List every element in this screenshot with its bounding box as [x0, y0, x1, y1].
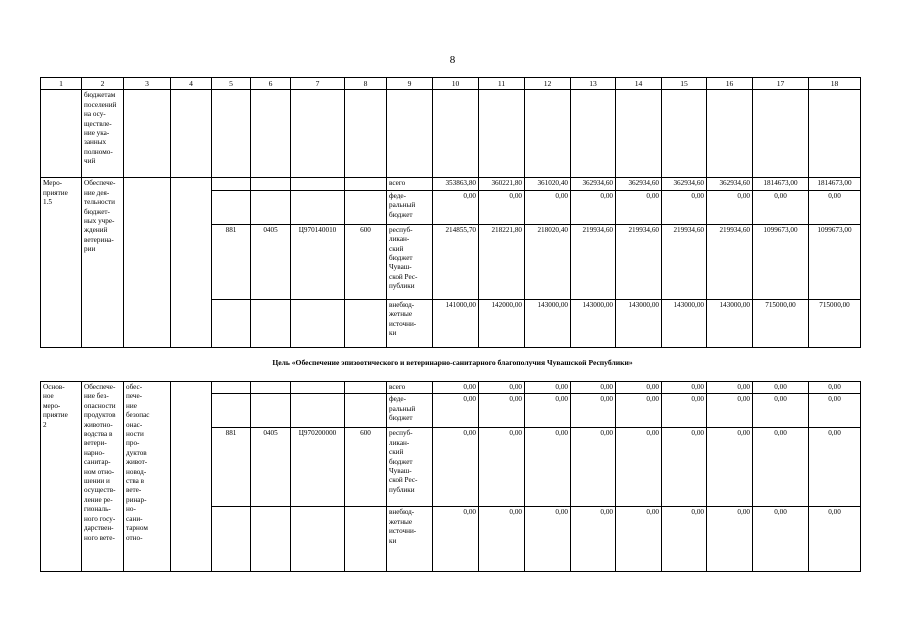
cell-text-line: ветери- — [84, 439, 107, 448]
value-cell: 0,00 — [707, 190, 753, 224]
code-cell — [291, 178, 345, 190]
value-cell: 0,00 — [809, 382, 861, 394]
cell-text-line: Чуваш- — [389, 467, 412, 476]
cell-text-line: ждений — [84, 226, 108, 235]
cell-text-line: рии — [84, 245, 96, 254]
cell-text-line: шении и — [84, 477, 110, 486]
cell-11 — [479, 90, 525, 178]
value-cell: 362934,60 — [662, 178, 707, 190]
description-cell — [82, 178, 124, 347]
value-cell: 218020,40 — [525, 224, 571, 299]
header-cell-4: 4 — [171, 78, 212, 90]
cell-text-line: ральный — [389, 201, 416, 210]
cell-7 — [291, 90, 345, 178]
value-cell: 0,00 — [662, 428, 707, 507]
cell-14 — [616, 90, 662, 178]
cell-6 — [251, 90, 291, 178]
value-cell: 0,00 — [479, 190, 525, 224]
cell-text-line: но- — [126, 505, 136, 514]
value-cell: 0,00 — [662, 382, 707, 394]
cell-text-line: Основ- — [43, 383, 65, 391]
value-cell: 0,00 — [707, 428, 753, 507]
header-cell-17: 17 — [753, 78, 809, 90]
cell-1 — [41, 90, 82, 178]
cell-12 — [525, 90, 571, 178]
cell-text-line: публики — [389, 282, 415, 291]
value-cell: 0,00 — [479, 394, 525, 428]
header-cell-5: 5 — [212, 78, 251, 90]
header-cell-9: 9 — [387, 78, 433, 90]
header-cell-10: 10 — [433, 78, 479, 90]
cell-text-line: опасности — [84, 401, 116, 410]
cell-text-line: бюджет — [389, 414, 413, 423]
source-cell — [387, 382, 433, 394]
value-cell: 143000,00 — [616, 299, 662, 347]
value-cell: 0,00 — [753, 394, 809, 428]
cell-text-line: ства в — [126, 477, 145, 486]
value-cell: 0,00 — [433, 428, 479, 507]
value-cell: 0,00 — [809, 507, 861, 572]
code-cell — [251, 190, 291, 224]
cell-text-line: ский — [389, 244, 404, 253]
value-cell: 0,00 — [433, 382, 479, 394]
cell-text-line: ном отно- — [84, 467, 115, 476]
cell-text-line: 1.5 — [43, 198, 52, 207]
source-cell — [387, 178, 433, 190]
value-cell: 0,00 — [616, 190, 662, 224]
cell-text-line: безопас — [126, 411, 150, 420]
source-cell — [387, 507, 433, 572]
code-cell — [212, 394, 251, 428]
cell-2 — [82, 90, 124, 178]
source-cell — [387, 428, 433, 507]
cell-text-line: ветерина- — [84, 235, 114, 244]
code-cell: 881 — [212, 428, 251, 507]
value-cell: 143000,00 — [707, 299, 753, 347]
cell-text-line: источни- — [389, 527, 417, 536]
cell-text-line: феде- — [389, 191, 406, 200]
cell-text-line: Чуваш- — [389, 263, 412, 272]
cell-text-line: ние без- — [84, 392, 109, 401]
cell-text-line: всего — [389, 179, 406, 188]
header-cell-16: 16 — [707, 78, 753, 90]
code-cell — [212, 299, 251, 347]
cell-4 — [171, 90, 212, 178]
value-cell: 362934,60 — [571, 178, 616, 190]
cell-text-line: ской Рес- — [389, 476, 418, 485]
header-cell-15: 15 — [662, 78, 707, 90]
cell-text-line: всего — [389, 383, 406, 391]
value-cell: 0,00 — [753, 382, 809, 394]
budget-table-bottom — [40, 381, 861, 572]
value-cell: 1814673,00 — [809, 178, 861, 190]
cell-text-line: занных — [84, 138, 107, 147]
value-cell: 0,00 — [753, 507, 809, 572]
cell-10 — [433, 90, 479, 178]
cell-text-line: приятие — [43, 188, 68, 197]
cell-text-line: ской Рес- — [389, 272, 418, 281]
cell-text-line: ных учре- — [84, 217, 115, 226]
cell-text-line: ное — [43, 392, 54, 401]
cell-text-line: животно- — [84, 420, 113, 429]
table-row — [41, 178, 861, 190]
cell-text-line: осуществ- — [84, 486, 116, 495]
code-cell — [291, 507, 345, 572]
value-cell: 0,00 — [707, 507, 753, 572]
cell-5 — [212, 90, 251, 178]
value-cell: 0,00 — [809, 190, 861, 224]
code-cell: Ц970140010 — [291, 224, 345, 299]
code-cell: 881 — [212, 224, 251, 299]
cell-text-line: жетные — [389, 517, 413, 526]
code-cell — [251, 394, 291, 428]
cell-text-line: 2 — [43, 420, 47, 429]
cell-text-line: ние ука- — [84, 129, 110, 138]
cell-text-line: нарно- — [84, 448, 105, 457]
cell-text-line: онас- — [126, 420, 143, 429]
cell-text-line: новод- — [126, 467, 147, 476]
cell-text-line: источни- — [389, 319, 417, 328]
cell-text-line: санитар- — [84, 458, 111, 467]
source-cell — [387, 394, 433, 428]
continuation-row — [41, 90, 861, 178]
cell-text-line: полномо- — [84, 147, 113, 156]
value-cell: 0,00 — [662, 190, 707, 224]
cell-text-line: гиональ- — [84, 505, 111, 514]
cell-text-line: приятие — [43, 411, 68, 420]
cell-text-line: дарствен- — [84, 524, 114, 533]
value-cell: 0,00 — [616, 382, 662, 394]
cell-text-line: публики — [389, 485, 415, 494]
value-cell: 0,00 — [662, 507, 707, 572]
value-cell: 143000,00 — [571, 299, 616, 347]
description-cell — [82, 382, 124, 572]
code-cell — [345, 382, 387, 394]
cell-4 — [171, 178, 212, 347]
goal-title: Цель «Обеспечение эпизоотического и ветеринарно-санитарного благополучия Чувашской Республики» — [272, 358, 633, 367]
value-cell: 0,00 — [525, 507, 571, 572]
cell-text-line: ский — [389, 448, 404, 457]
code-cell — [251, 507, 291, 572]
cell-text-line: ного вете- — [84, 533, 115, 542]
header-cell-6: 6 — [251, 78, 291, 90]
cell-text-line: ление ре- — [84, 495, 113, 504]
value-cell: 143000,00 — [525, 299, 571, 347]
cell-3 — [124, 90, 171, 178]
cell-text-line: респуб- — [389, 225, 413, 234]
value-cell: 0,00 — [525, 428, 571, 507]
code-cell: Ц970200000 — [291, 428, 345, 507]
code-cell — [345, 190, 387, 224]
value-cell: 360221,80 — [479, 178, 525, 190]
cell-text-line: ние дея- — [84, 188, 110, 197]
value-cell: 715000,00 — [809, 299, 861, 347]
value-cell: 0,00 — [571, 190, 616, 224]
cell-text-line: тельности — [84, 198, 115, 207]
code-cell — [345, 299, 387, 347]
code-cell: 600 — [345, 224, 387, 299]
value-cell: 219934,60 — [662, 224, 707, 299]
page-number: 8 — [449, 54, 456, 66]
value-cell: 0,00 — [433, 394, 479, 428]
code-cell — [212, 507, 251, 572]
cell-text-line: респуб- — [389, 429, 413, 438]
value-cell: 0,00 — [753, 428, 809, 507]
source-cell — [387, 299, 433, 347]
cell-15 — [662, 90, 707, 178]
cell-text-line: продуктов — [84, 411, 116, 420]
value-cell: 0,00 — [571, 394, 616, 428]
value-cell: 0,00 — [662, 394, 707, 428]
cell-text-line: ки — [389, 329, 397, 338]
code-cell — [251, 178, 291, 190]
cell-text-line: водства в — [84, 430, 113, 439]
code-cell — [345, 178, 387, 190]
cell-text-line: вете- — [126, 486, 142, 495]
code-cell — [345, 394, 387, 428]
value-cell: 353863,80 — [433, 178, 479, 190]
cell-text-line: меро- — [43, 401, 61, 410]
header-cell-18: 18 — [809, 78, 861, 90]
value-cell: 0,00 — [525, 190, 571, 224]
cell-4 — [171, 382, 212, 572]
code-cell — [212, 382, 251, 394]
cell-18 — [809, 90, 861, 178]
cell-text-line: дуктов — [126, 448, 147, 457]
cell-text-line: бюджетам — [84, 91, 116, 100]
cell-text-line: Обеспече- — [84, 383, 116, 391]
value-cell: 214855,70 — [433, 224, 479, 299]
code-cell — [212, 190, 251, 224]
header-cell-1: 1 — [41, 78, 82, 90]
header-cell-13: 13 — [571, 78, 616, 90]
result-cell — [124, 178, 171, 347]
value-cell: 0,00 — [616, 428, 662, 507]
source-cell — [387, 190, 433, 224]
value-cell: 0,00 — [571, 382, 616, 394]
cell-text-line: Обеспече- — [84, 179, 116, 188]
header-cell-2: 2 — [82, 78, 124, 90]
cell-text-line: бюджет — [389, 254, 413, 263]
cell-text-line: внебюд- — [389, 300, 415, 309]
value-cell: 362934,60 — [707, 178, 753, 190]
cell-text-line: пече- — [126, 392, 143, 401]
value-cell: 219934,60 — [616, 224, 662, 299]
code-cell — [345, 507, 387, 572]
value-cell: 1099673,00 — [753, 224, 809, 299]
cell-text-line: бюджет — [389, 457, 413, 466]
value-cell: 0,00 — [809, 428, 861, 507]
value-cell: 0,00 — [433, 507, 479, 572]
value-cell: 0,00 — [433, 190, 479, 224]
value-cell: 0,00 — [753, 190, 809, 224]
value-cell: 715000,00 — [753, 299, 809, 347]
value-cell: 0,00 — [616, 507, 662, 572]
cell-text-line: живот- — [126, 458, 148, 467]
value-cell: 0,00 — [525, 394, 571, 428]
cell-13 — [571, 90, 616, 178]
cell-text-line: ринар- — [126, 495, 147, 504]
cell-text-line: поселений — [84, 100, 117, 109]
code-cell: 600 — [345, 428, 387, 507]
value-cell: 0,00 — [571, 428, 616, 507]
cell-text-line: чий — [84, 157, 96, 166]
code-cell: 0405 — [251, 428, 291, 507]
value-cell: 141000,00 — [433, 299, 479, 347]
cell-text-line: ности — [126, 430, 144, 439]
value-cell: 218221,80 — [479, 224, 525, 299]
cell-text-line: на осу- — [84, 110, 106, 119]
cell-8 — [345, 90, 387, 178]
cell-text-line: Меро- — [43, 179, 63, 188]
value-cell: 1814673,00 — [753, 178, 809, 190]
cell-text-line: обес- — [126, 383, 143, 391]
header-cell-8: 8 — [345, 78, 387, 90]
value-cell: 0,00 — [809, 394, 861, 428]
value-cell: 0,00 — [479, 428, 525, 507]
header-cell-14: 14 — [616, 78, 662, 90]
row-title-cell — [41, 382, 82, 572]
code-cell — [251, 382, 291, 394]
code-cell: 0405 — [251, 224, 291, 299]
cell-text-line: ликан- — [389, 235, 410, 244]
cell-text-line: феде- — [389, 395, 406, 404]
header-cell-11: 11 — [479, 78, 525, 90]
cell-text-line: ральный — [389, 404, 416, 413]
value-cell: 0,00 — [525, 382, 571, 394]
value-cell: 1099673,00 — [809, 224, 861, 299]
table-row — [41, 382, 861, 394]
code-cell — [212, 178, 251, 190]
row-title-cell — [41, 178, 82, 347]
header-cell-7: 7 — [291, 78, 345, 90]
value-cell: 0,00 — [571, 507, 616, 572]
header-row — [41, 78, 861, 90]
cell-text-line: ществле- — [84, 119, 112, 128]
cell-text-line: бюджет — [389, 210, 413, 219]
value-cell: 0,00 — [707, 394, 753, 428]
header-cell-12: 12 — [525, 78, 571, 90]
cell-text-line: ного госу- — [84, 514, 116, 523]
cell-text-line: ние — [126, 401, 137, 410]
value-cell: 219934,60 — [707, 224, 753, 299]
code-cell — [291, 190, 345, 224]
code-cell — [251, 299, 291, 347]
code-cell — [291, 382, 345, 394]
value-cell: 0,00 — [479, 382, 525, 394]
cell-text-line: отно- — [126, 533, 143, 542]
value-cell: 142000,00 — [479, 299, 525, 347]
value-cell: 361020,40 — [525, 178, 571, 190]
cell-text-line: внебюд- — [389, 508, 415, 517]
value-cell: 0,00 — [479, 507, 525, 572]
source-cell — [387, 224, 433, 299]
value-cell: 0,00 — [616, 394, 662, 428]
cell-text-line: сани- — [126, 514, 143, 523]
cell-text-line: бюджет- — [84, 207, 110, 216]
cell-text-line: про- — [126, 439, 140, 448]
cell-text-line: тарном — [126, 524, 148, 533]
value-cell: 0,00 — [707, 382, 753, 394]
value-cell: 143000,00 — [662, 299, 707, 347]
result-cell — [124, 382, 171, 572]
cell-text-line: ки — [389, 536, 397, 545]
cell-9 — [387, 90, 433, 178]
cell-text-line: ликан- — [389, 438, 410, 447]
value-cell: 362934,60 — [616, 178, 662, 190]
header-cell-3: 3 — [124, 78, 171, 90]
cell-17 — [753, 90, 809, 178]
code-cell — [291, 394, 345, 428]
value-cell: 219934,60 — [571, 224, 616, 299]
cell-16 — [707, 90, 753, 178]
cell-text-line: жетные — [389, 310, 413, 319]
budget-table-top — [40, 77, 861, 348]
code-cell — [291, 299, 345, 347]
